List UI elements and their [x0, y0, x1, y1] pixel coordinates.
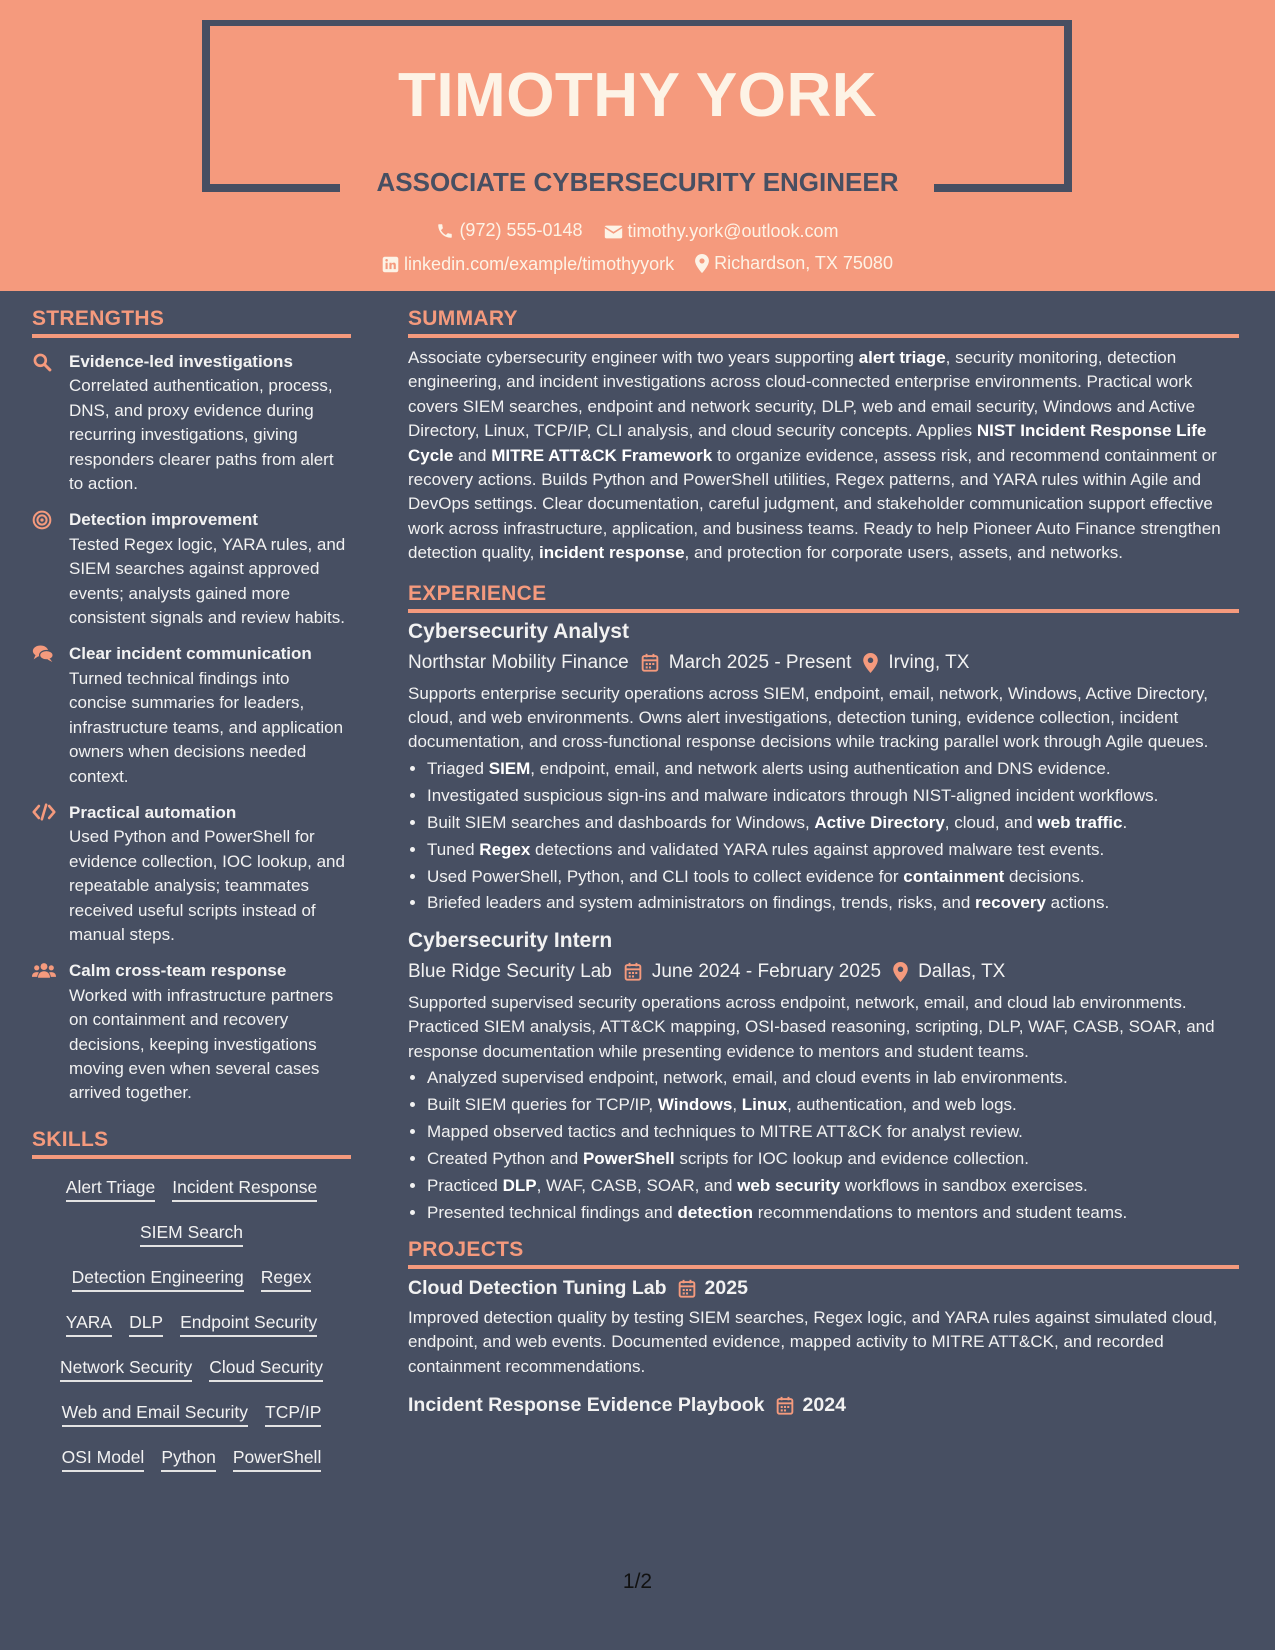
- users-icon: [32, 961, 56, 979]
- bold-text: Regex: [479, 839, 531, 859]
- strength-title: Evidence-led investigations: [69, 352, 293, 371]
- project-title: [408, 1277, 1239, 1300]
- project-name: Incident Response Evidence Playbook: [408, 1394, 765, 1417]
- experience-list: [408, 620, 1239, 1225]
- text-run: , endpoint, email, and network alerts using authentication and DNS evidence.: [530, 758, 1111, 778]
- bold-text: DLP: [502, 1175, 537, 1195]
- job-description: Supports enterprise security operations across SIEM, endpoint, email, network, Windows, Active Directory, cloud, and web environments. Owns alert investigations, detection tuning, evidence collection, incident documentation, and cross-functional response decisions while tracking parallel work through Agile queues.: [408, 683, 1209, 752]
- skill-row: [32, 1437, 351, 1482]
- bullet-item: [427, 1093, 1239, 1117]
- job-dates: June 2024 - February 2025: [651, 960, 882, 982]
- text-run: Built SIEM searches and dashboards for Windows,: [427, 812, 815, 832]
- map-pin-icon: [863, 653, 878, 673]
- text-run: Used PowerShell, Python, and CLI tools to collect evidence for: [427, 866, 904, 886]
- text-run: Created Python and: [427, 1148, 583, 1168]
- text-run: Analyzed supervised endpoint, network, email, and cloud events in lab environments.: [427, 1068, 1068, 1088]
- text-run: Practiced: [427, 1175, 503, 1195]
- linkedin-icon: [382, 256, 399, 273]
- text-run: to organize evidence, assess risk, and recommend containment or recovery actions. Builds Python and PowerShell utilities, Regex patterns, and YARA rules within Agile and DevOps settings. Clear documentation, careful judgment, and stakeholder communication support effective work across infrastructure, application, and business teams. Ready to help Pioneer Auto Finance strengthen detection quality,: [408, 445, 1221, 563]
- text-run: Mapped observed tactics and techniques to MITRE ATT&CK for analyst review.: [427, 1121, 1023, 1141]
- text-run: recommendations to mentors and student teams.: [753, 1202, 1128, 1222]
- text-run: Presented technical findings and: [427, 1202, 678, 1222]
- strength-title: Detection improvement: [69, 510, 258, 530]
- bold-text: web traffic: [1037, 812, 1123, 832]
- location-item: [695, 253, 893, 274]
- bullet-item: [427, 1201, 1239, 1225]
- bullet-item: [427, 891, 1239, 915]
- bullet-list: [408, 1066, 1239, 1225]
- skills-list: [32, 1167, 351, 1482]
- bullet-item: [427, 1174, 1239, 1198]
- bold-text: web security: [737, 1175, 841, 1195]
- skill-tag: PowerShell: [233, 1447, 322, 1472]
- bullet-item: [427, 784, 1239, 808]
- text-run: , authentication, and web logs.: [787, 1094, 1017, 1114]
- skill-tag: SIEM Search: [140, 1222, 243, 1247]
- search-icon: [32, 352, 52, 372]
- contact-row: [0, 220, 1275, 245]
- bullet-list: [408, 757, 1239, 916]
- frame-border: [202, 20, 1072, 26]
- skill-tag: Incident Response: [172, 1177, 317, 1202]
- text-run: decisions.: [1004, 866, 1085, 886]
- skill-row: [32, 1257, 351, 1302]
- calendar-icon: [776, 1396, 794, 1415]
- bullet-item: [427, 1120, 1239, 1144]
- skill-tag: Cloud Security: [209, 1357, 323, 1382]
- skill-tag: Alert Triage: [66, 1177, 155, 1202]
- text-run: actions.: [1045, 893, 1110, 913]
- strength-item: [32, 642, 351, 788]
- bold-text: MITRE ATT&CK Framework: [491, 445, 713, 465]
- linkedin-text: linkedin.com/example/timothyyork: [404, 254, 675, 274]
- bold-text: SIEM: [488, 758, 531, 778]
- strength-item: [32, 508, 351, 630]
- bold-text: Windows: [657, 1094, 733, 1114]
- page-number: 1/2: [622, 1570, 653, 1593]
- strength-item: [32, 801, 351, 947]
- job-meta: [408, 961, 1239, 983]
- text-run: Triaged: [427, 758, 489, 778]
- email-text: timothy.york@outlook.com: [627, 221, 839, 241]
- bold-text: incident response: [539, 543, 685, 563]
- bold-text: Active Directory: [814, 812, 945, 832]
- bullet-item: [427, 757, 1239, 781]
- bold-text: containment: [903, 866, 1005, 886]
- text-run: , WAF, CASB, SOAR, and: [536, 1175, 738, 1195]
- projects-list: [408, 1277, 1239, 1417]
- job-entry: [408, 929, 1239, 1225]
- company-name: Blue Ridge Security Lab: [408, 960, 612, 982]
- project-title: [408, 1394, 1239, 1417]
- bullet-item: [427, 865, 1239, 889]
- text-run: ,: [732, 1094, 742, 1114]
- project-description: Improved detection quality by testing SIEM searches, Regex logic, and YARA rules against simulated cloud, endpoint, and web events. Documented evidence, mapped activity to MITRE ATT&CK, and recorded containment recommendations.: [408, 1307, 1218, 1376]
- skill-row: [32, 1167, 351, 1212]
- bullet-item: [427, 1066, 1239, 1090]
- strength-text: Worked with infrastructure partners on containment and recovery decisions, keeping investigations moving even when several cases arrived together.: [69, 985, 334, 1103]
- code-icon: [32, 803, 56, 821]
- skill-tag: Web and Email Security: [62, 1402, 248, 1427]
- text-run: , cloud, and: [944, 812, 1038, 832]
- job-dates: March 2025 - Present: [668, 651, 852, 673]
- skill-row: [32, 1347, 351, 1392]
- calendar-icon: [641, 653, 659, 672]
- job-title: ASSOCIATE CYBERSECURITY ENGINEER: [376, 167, 899, 197]
- strength-text: Turned technical findings into concise summaries for leaders, infrastructure teams, and application owners when decisions needed context.: [69, 668, 344, 786]
- sidebar: [32, 291, 351, 1482]
- skill-tag: Network Security: [60, 1357, 192, 1382]
- header-banner: [0, 0, 1275, 291]
- text-run: .: [1122, 812, 1128, 832]
- text-run: Associate cybersecurity engineer with two years supporting: [408, 348, 859, 367]
- calendar-icon: [678, 1279, 696, 1298]
- phone-text: (972) 555-0148: [459, 220, 583, 240]
- contact-row: [0, 253, 1275, 278]
- skill-tag: YARA: [66, 1312, 112, 1337]
- map-pin-icon: [695, 254, 709, 273]
- job-location: Dallas, TX: [918, 960, 1006, 982]
- text-run: scripts for IOC lookup and evidence collection.: [674, 1148, 1029, 1168]
- bold-text: PowerShell: [582, 1148, 675, 1168]
- bold-text: Linux: [741, 1094, 788, 1114]
- job-title: Cybersecurity Intern: [408, 928, 613, 952]
- job-title: Cybersecurity Analyst: [408, 619, 629, 643]
- strengths-heading: STRENGTHS: [32, 307, 351, 338]
- skill-tag: Regex: [261, 1267, 312, 1292]
- strength-text: Tested Regex logic, YARA rules, and SIEM searches against approved events; analysts gained more consistent signals and review habits.: [69, 534, 346, 628]
- strength-text: Used Python and PowerShell for evidence collection, IOC lookup, and repeatable analysis; teammates received useful scripts instead of manual steps.: [69, 827, 345, 944]
- job-meta: [408, 652, 1239, 674]
- strength-title: Clear incident communication: [69, 644, 312, 664]
- project-year: 2025: [704, 1276, 748, 1299]
- skill-tag: Python: [161, 1447, 215, 1472]
- strength-item: [32, 350, 351, 496]
- candidate-name: TIMOTHY YORK: [397, 61, 878, 130]
- linkedin-item[interactable]: [382, 254, 674, 275]
- text-run: workflows in sandbox exercises.: [840, 1175, 1088, 1195]
- target-icon: [32, 510, 52, 530]
- text-run: Briefed leaders and system administrators on findings, trends, risks, and: [427, 893, 976, 913]
- strength-text: Correlated authentication, process, DNS, and proxy evidence during recurring investigations, giving responders clearer paths from alert to action.: [69, 376, 334, 494]
- skill-row: [32, 1302, 351, 1347]
- strength-title: Calm cross-team response: [69, 961, 287, 981]
- text-run: Investigated suspicious sign-ins and malware indicators through NIST-aligned incident workflows.: [427, 785, 1159, 805]
- job-entry: [408, 620, 1239, 916]
- phone-icon: [436, 222, 454, 240]
- skill-tag: Endpoint Security: [180, 1312, 317, 1337]
- skill-row: [32, 1212, 351, 1257]
- location-text: Richardson, TX 75080: [714, 253, 893, 273]
- skill-tag: Detection Engineering: [72, 1267, 244, 1292]
- company-name: Northstar Mobility Finance: [408, 651, 629, 673]
- bullet-item: [427, 1147, 1239, 1171]
- project-name: Cloud Detection Tuning Lab: [408, 1276, 667, 1299]
- email-item[interactable]: [604, 221, 839, 242]
- bullet-item: [427, 838, 1239, 862]
- text-run: Built SIEM queries for TCP/IP,: [427, 1094, 658, 1114]
- envelope-icon: [604, 224, 623, 240]
- comments-icon: [32, 644, 54, 663]
- text-run: and: [453, 445, 492, 465]
- text-run: , security monitoring, detection engineering, and incident investigations across cloud-connected enterprise environments. Practical work covers SIEM searches, endpoint and network security, DLP, web and email security, Windows and Active Directory, Linux, TCP/IP, CLI analysis, and cloud security concepts. Applies: [408, 348, 1196, 441]
- text-run: Tuned: [427, 839, 480, 859]
- project-entry: [408, 1394, 1239, 1417]
- bold-text: recovery: [975, 893, 1046, 913]
- job-description: Supported supervised security operations across endpoint, network, email, and cloud lab environments. Practiced SIEM analysis, ATT&CK mapping, OSI-based reasoning, scripting, DLP, WAF, CASB, SOAR, and response documentation while presenting evidence to mentors and student teams.: [408, 992, 1215, 1061]
- calendar-icon: [624, 962, 642, 981]
- project-entry: [408, 1277, 1239, 1379]
- skill-tag: DLP: [129, 1312, 163, 1337]
- project-year: 2024: [802, 1394, 846, 1417]
- map-pin-icon: [893, 962, 908, 982]
- skill-tag: OSI Model: [62, 1447, 145, 1472]
- phone-item[interactable]: [436, 220, 582, 241]
- strength-title: Practical automation: [69, 802, 237, 822]
- text-run: detections and validated YARA rules against approved malware test events.: [530, 839, 1105, 859]
- strength-item: [32, 959, 351, 1105]
- experience-heading: EXPERIENCE: [408, 582, 1239, 613]
- skill-tag: TCP/IP: [265, 1402, 321, 1427]
- bold-text: NIST Incident Response Life Cycle: [408, 421, 1207, 465]
- projects-heading: PROJECTS: [408, 1238, 1239, 1269]
- bullet-item: [427, 811, 1239, 835]
- job-location: Irving, TX: [888, 651, 970, 673]
- main-column: [408, 291, 1239, 1417]
- bold-text: alert triage: [858, 348, 946, 367]
- skill-row: [32, 1392, 351, 1437]
- text-run: , and protection for corporate users, assets, and networks.: [684, 543, 1123, 563]
- summary-heading: SUMMARY: [408, 307, 1239, 338]
- skills-heading: SKILLS: [32, 1128, 351, 1159]
- summary-text: [408, 346, 1239, 566]
- bold-text: detection: [677, 1202, 754, 1222]
